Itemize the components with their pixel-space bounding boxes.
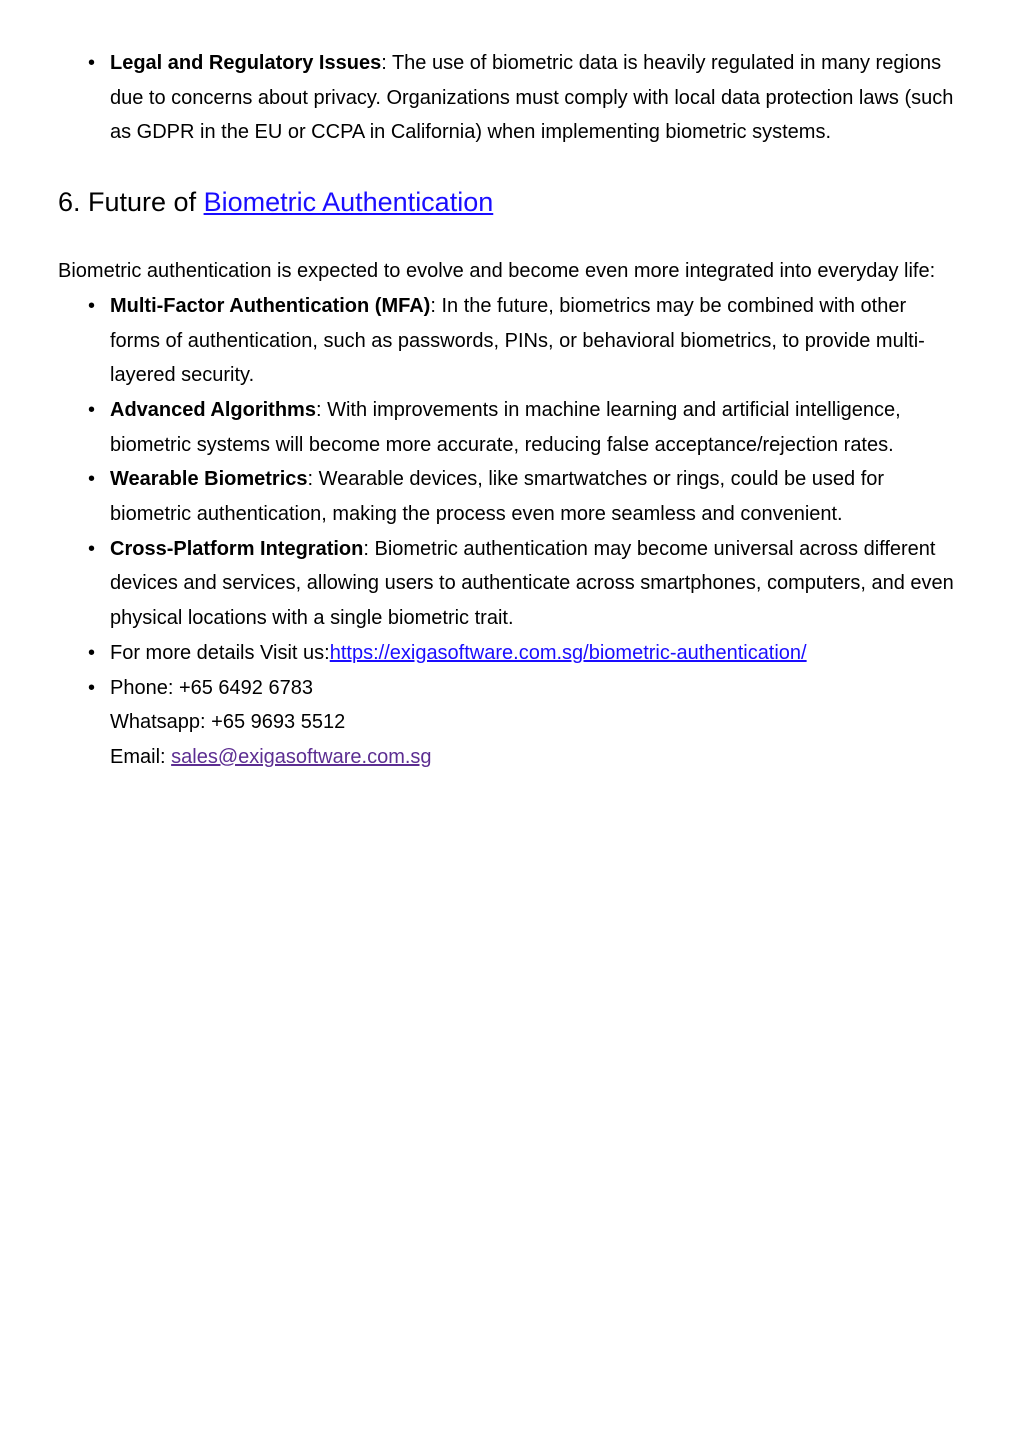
- list-item-term: Legal and Regulatory Issues: [110, 52, 382, 74]
- bullet: •: [88, 294, 96, 317]
- whatsapp-line: Whatsapp: +65 9693 5512: [110, 711, 346, 734]
- document-page: [58, 46, 958, 775]
- phone-line: Phone: +65 6492 6783: [110, 676, 313, 699]
- list-item-text: : Biometric authentication may become universal across different devices and services, allowing users to authenticate across smartphones, computers, and even physical locations with a single biometric trait.: [110, 537, 954, 630]
- email-label: Email:: [110, 745, 172, 768]
- list-item-term: Multi-Factor Authentication (MFA): [110, 294, 431, 317]
- list-item-contact: [58, 671, 958, 775]
- list-item-algorithms: [58, 393, 958, 462]
- future-list: [58, 289, 958, 775]
- email-link[interactable]: sales@exigasoftware.com.sg: [171, 745, 432, 768]
- list-item-wearable: [58, 462, 958, 531]
- section-heading-prefix: 6. Future of: [58, 187, 204, 218]
- list-item-mfa: [58, 289, 958, 393]
- details-label: For more details Visit us:: [110, 641, 330, 664]
- list-item-text: : The use of biometric data is heavily regulated in many regions due to concerns about privacy. Organizations must comply with local data protection laws (such as GDPR in the EU or CCPA in California) when implementing biometric systems.: [110, 52, 954, 144]
- list-item-text: : In the future, biometrics may be combined with other forms of authentication, such as passwords, PINs, or behavioral biometrics, to provide multi-layered security.: [110, 294, 925, 387]
- list-item-text: : With improvements in machine learning and artificial intelligence, biometric systems will become more accurate, reducing false acceptance/rejection rates.: [110, 398, 901, 456]
- email-line: [110, 740, 958, 775]
- list-item-term: Cross-Platform Integration: [110, 537, 364, 560]
- bullet: •: [88, 468, 96, 491]
- issues-list: [58, 46, 958, 150]
- list-item-term: Advanced Algorithms: [110, 398, 316, 421]
- bullet: •: [88, 641, 96, 664]
- bullet: •: [88, 676, 96, 699]
- list-item-text: : Wearable devices, like smartwatches or rings, could be used for biometric authentication, making the process even more seamless and convenient.: [110, 468, 885, 526]
- list-item-details: [58, 636, 958, 671]
- details-link[interactable]: https://exigasoftware.com.sg/biometric-authentication/: [329, 641, 807, 664]
- section-heading: [58, 182, 958, 222]
- intro-paragraph: Biometric authentication is expected to evolve and become even more integrated into everyday life:: [58, 260, 936, 283]
- section-heading-link[interactable]: Biometric Authentication: [203, 187, 494, 218]
- list-item-cross-platform: [58, 532, 958, 636]
- list-item-term: Wearable Biometrics: [110, 468, 308, 491]
- bullet: •: [88, 398, 96, 421]
- list-item-legal: [58, 46, 958, 150]
- bullet: •: [88, 537, 96, 560]
- bullet: •: [88, 52, 96, 74]
